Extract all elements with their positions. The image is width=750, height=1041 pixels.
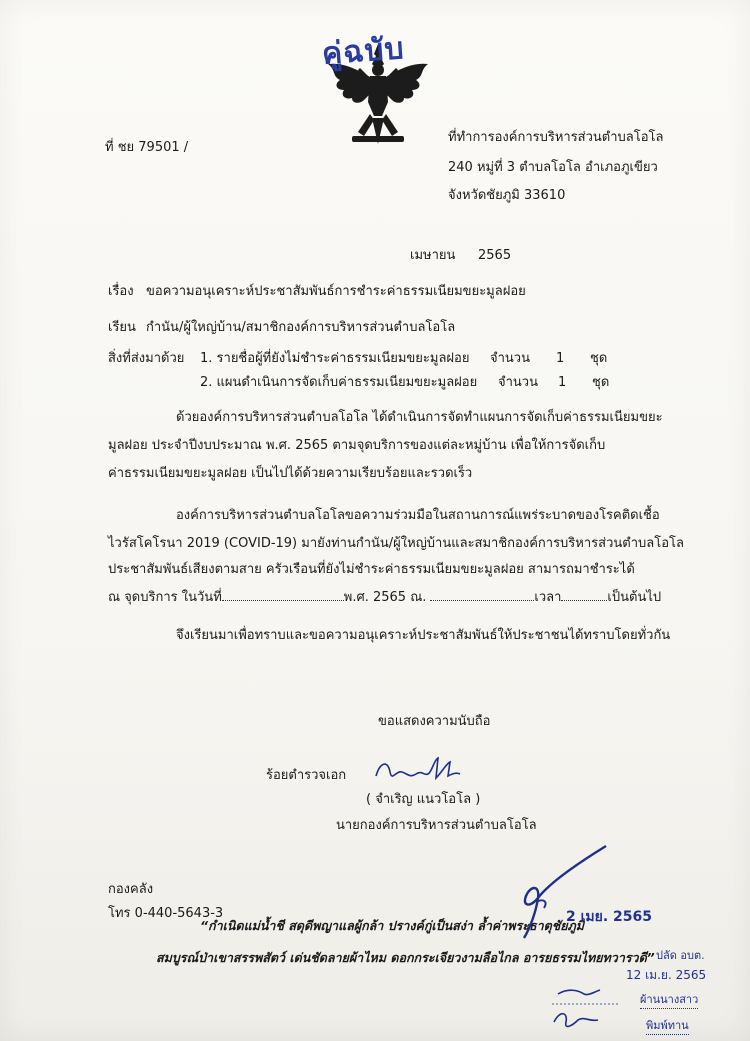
time-blank-field <box>561 588 607 601</box>
date-blank-field <box>222 588 344 601</box>
attachment-qty-2: 1 <box>558 375 567 390</box>
year-label: พ.ศ. 2565 ณ. <box>343 590 427 605</box>
body-paragraph-1-line-3: ค่าธรรมเนียมขยะมูลฝอย เป็นไปได้ด้วยความเรียบร้อยและรวดเร็ว <box>108 466 473 481</box>
signer-position: นายกองค์การบริหารส่วนตำบลโอโล <box>336 818 537 833</box>
subject-text: ขอความอนุเคราะห์ประชาสัมพันธ์การชำระค่าธรรมเนียมขยะมูลฝอย <box>146 284 526 299</box>
office-address-line3: จังหวัดชัยภูมิ 33610 <box>448 188 566 203</box>
body-paragraph-2-line-1: องค์การบริหารส่วนตำบลโอโลขอความร่วมมือในสถานการณ์แพร่ระบาดของโรคติดเชื้อ <box>176 508 660 523</box>
division-phone: โทร 0-440-5643-3 <box>108 906 224 921</box>
attachment-qty-label-2: จำนวน <box>498 375 538 390</box>
division-name: กองคลัง <box>108 882 154 897</box>
service-point-label: ณ จุดบริการ ในวันที่ <box>108 590 222 605</box>
subject-label: เรื่อง <box>108 284 134 299</box>
date-month: เมษายน <box>410 248 456 263</box>
attachment-qty-1: 1 <box>556 351 565 366</box>
location-blank-field <box>430 588 534 601</box>
office-address-line2: 240 หมู่ที่ 3 ตำบลโอโล อำเภอภูเขียว <box>448 160 658 175</box>
closing-regards: ขอแสดงความนับถือ <box>378 714 491 729</box>
body-paragraph-3: จึงเรียนมาเพื่อทราบและขอความอนุเคราะห์ประชาสัมพันธ์ให้ประชาชนได้ทราบโดยทั่วกัน <box>176 628 671 643</box>
attachment-item-2: 2. แผนดำเนินการจัดเก็บค่าธรรมเนียมขยะมูลฝอย <box>200 375 478 390</box>
time-label: เวลา <box>534 590 562 605</box>
date-year: 2565 <box>478 248 512 263</box>
attachment-qty-label-1: จำนวน <box>490 351 530 366</box>
receipt-stamp-name: ผ้านนางสาว <box>640 990 698 1009</box>
motto-line-2: สมบูรณ์ป่าเขาสรรพสัตว์ เด่นชัดลายผ้าไหม ดอกกระเจียวงามลือไกล อารยธรรมไทยทวารวดี” <box>156 950 655 965</box>
body-paragraph-2-line-4 <box>108 588 661 606</box>
receipt-stamp-typist: พิมพ์ทาน <box>646 1016 689 1035</box>
reference-number: ที่ ชย 79501 / <box>105 140 189 155</box>
receipt-stamp-date-2: 12 เม.ย. 2565 <box>626 968 707 982</box>
motto-line-1: “กำเนิดแม่น้ำชี สดุดีพญาแลผู้กล้า ปรางค์กู่เป็นสง่า ล้ำค่าพระธาตุชัยภูมิ <box>200 918 585 933</box>
signature-icon <box>372 752 462 786</box>
initials-icon <box>548 976 628 1036</box>
signer-name: ( จำเริญ แนวโอโล ) <box>366 792 481 807</box>
body-paragraph-2-line-2: ไวรัสโคโรนา 2019 (COVID-19) มายังท่านกำนัน/ผู้ใหญ่บ้านและสมาชิกองค์การบริหารส่วนตำบลโอโล <box>108 536 684 551</box>
onwards-label: เป็นต้นไป <box>607 590 662 605</box>
receipt-stamp-title: ปลัด อบต. <box>656 949 705 962</box>
copy-stamp: คู่ฉบับ <box>320 31 406 72</box>
body-paragraph-1-line-1: ด้วยองค์การบริหารส่วนตำบลโอโล ได้ดำเนินการจัดทำแผนการจัดเก็บค่าธรรมเนียมขยะ <box>176 410 663 425</box>
attachment-unit-1: ชุด <box>590 351 608 366</box>
to-label: เรียน <box>108 320 136 335</box>
body-paragraph-1-line-2: มูลฝอย ประจำปีงบประมาณ พ.ศ. 2565 ตามจุดบริการของแต่ละหมู่บ้าน เพื่อให้การจัดเก็บ <box>108 438 606 453</box>
to-text: กำนัน/ผู้ใหญ่บ้าน/สมาชิกองค์การบริหารส่วนตำบลโอโล <box>146 320 456 335</box>
body-paragraph-2-line-3: ประชาสัมพันธ์เสียงตามสาย ครัวเรือนที่ยังไม่ชำระค่าธรรมเนียมขยะมูลฝอย สามารถมาชำระได้ <box>108 562 635 577</box>
attachment-unit-2: ชุด <box>592 375 610 390</box>
signer-rank: ร้อยตำรวจเอก <box>266 768 347 783</box>
attachment-item-1: 1. รายชื่อผู้ที่ยังไม่ชำระค่าธรรมเนียมขยะมูลฝอย <box>200 351 470 366</box>
receipt-stamp-date: 2 เมย. 2565 <box>566 909 652 925</box>
attachments-label: สิ่งที่ส่งมาด้วย <box>108 351 185 366</box>
office-address-line1: ที่ทำการองค์การบริหารส่วนตำบลโอโล <box>448 130 664 145</box>
